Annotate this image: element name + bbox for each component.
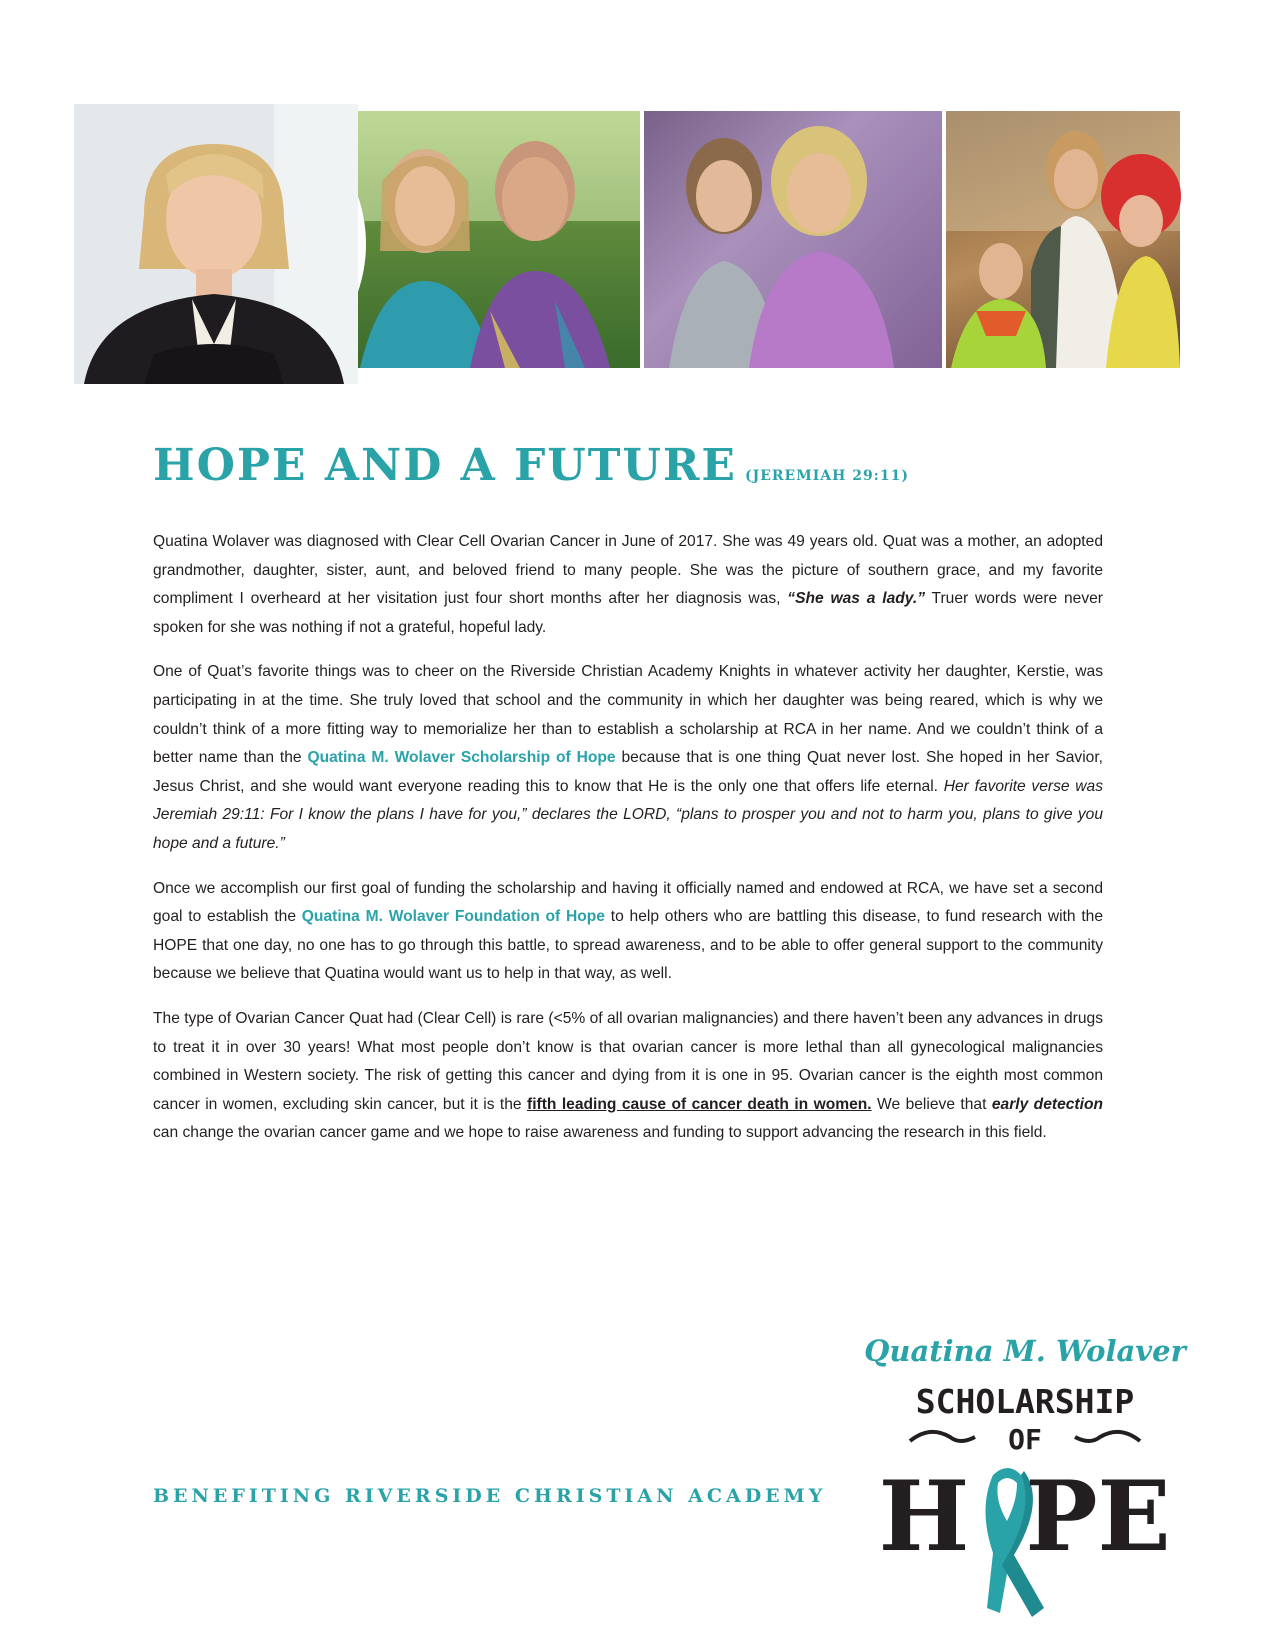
logo-letter-h: H — [878, 1460, 970, 1573]
photo-mother-daughter-outdoors — [320, 111, 640, 368]
paragraph-diagnosis — [153, 528, 1103, 642]
paragraph-text: Truer words were never spoken for she was nothing if not a grateful, hopeful lady. — [153, 590, 1103, 636]
photo-banner — [320, 111, 1180, 368]
paragraph-text: Quatina Wolaver was diagnosed with Clear Cell Ovarian Cancer in June of 2017. She was 49 years old. Quat was a mother, an adopted grandmother, daughter, sister, aunt, and beloved friend to many people. She was the picture of southern grace, and my favorite compliment I overheard at her visitation just four short months after her diagnosis was, — [153, 533, 1103, 608]
footer-tagline: BENEFITING RIVERSIDE CHRISTIAN ACADEMY — [153, 1485, 827, 1507]
paragraph-foundation — [153, 875, 1103, 989]
paragraph-text: We believe that — [871, 1095, 992, 1113]
favorite-verse: Her favorite verse was Jeremiah 29:11: For I know the plans I have for you,” declares the LORD, “plans to prosper you and not to harm you, plans to give you hope and a future.” — [153, 777, 1103, 852]
logo-flourish-right — [1075, 1432, 1140, 1441]
emphasis-fifth-leading-cause: fifth leading cause of cancer death in women. — [527, 1095, 872, 1113]
logo-script-name: Quatina M. Wolaver — [864, 1334, 1186, 1368]
logo-line-of: OF — [1008, 1423, 1042, 1456]
paragraph-scholarship — [153, 658, 1103, 858]
logo-letters-pe: PE — [1025, 1460, 1171, 1573]
logo-line-scholarship: SCHOLARSHIP — [915, 1382, 1135, 1421]
paragraph-ovarian-cancer-facts — [153, 1005, 1103, 1148]
paragraph-text: One of Quat’s favorite things was to cheer on the Riverside Christian Academy Knights in whatever activity her daughter, Kerstie, was participating in at the time. She truly loved that school and the community in which her daughter was being reared, which is why we couldn’t think of a more fitting way to memorialize her than to establish a scholarship at RCA in her name. And we couldn’t think of a better name than the — [153, 663, 1103, 767]
foundation-name-highlight: Quatina M. Wolaver Foundation of Hope — [301, 908, 605, 926]
title-reference: (JEREMIAH 29:11) — [744, 468, 909, 484]
paragraph-text: to help others who are battling this disease, to fund research with the HOPE that one day, no one has to go through this battle, to spread awareness, and to be able to offer general support to the community because we believe that Quatina would want us to help in that way, as well. — [153, 908, 1104, 983]
portrait-photo — [74, 104, 358, 384]
emphasis-early-detection: early detection — [991, 1095, 1103, 1113]
logo-flourish-left — [910, 1432, 975, 1441]
page-title — [153, 440, 909, 491]
paragraph-text: can change the ovarian cancer game and we hope to raise awareness and funding to support advancing the research in this field. — [153, 1124, 1047, 1142]
paragraph-text: because that is one thing Quat never lost. She hoped in her Savior, Jesus Christ, and she would want everyone reading this to know that He is the only one that offers life eternal. — [153, 749, 1104, 795]
photo-mother-daughter-event — [644, 111, 942, 368]
paragraph-text: The type of Ovarian Cancer Quat had (Clear Cell) is rare (<5% of all ovarian malignancies) and there haven’t been any advances in drugs to treat it in over 30 years! What most people don’t know is that ovarian cancer is more lethal than all gynecological malignancies combined in Western society. The risk of getting this cancer and dying from it is one in 95. Ovarian cancer is the eighth most common cancer in women, excluding skin cancer, but it is the — [153, 1009, 1103, 1113]
article-body — [153, 528, 1103, 1164]
scholarship-name-highlight: Quatina M. Wolaver Scholarship of Hope — [307, 749, 616, 767]
scholarship-of-hope-logo — [864, 1325, 1186, 1630]
paragraph-text: Once we accomplish our first goal of funding the scholarship and having it officially named and endowed at RCA, we have set a second goal to establish the — [153, 879, 1103, 926]
photo-family-costume-party — [946, 111, 1180, 368]
quote-she-was-a-lady: “She was a lady.” — [787, 590, 925, 608]
title-text: HOPE AND A FUTURE — [153, 440, 737, 491]
